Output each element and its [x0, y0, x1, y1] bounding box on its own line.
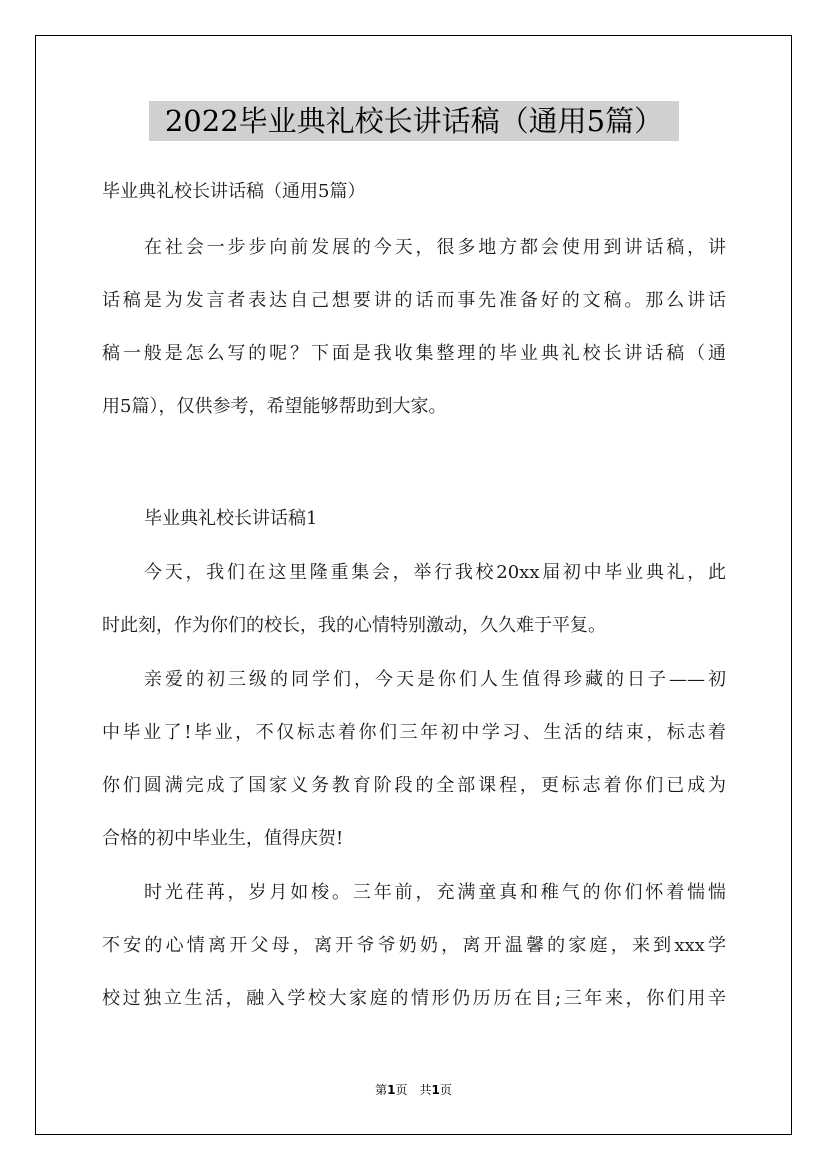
page-number-prefix: 第 — [375, 1083, 388, 1097]
page-number-current: 1 — [387, 1083, 396, 1097]
paragraph-line: 在社会一步步向前发展的今天，很多地方都会使用到讲话稿，讲 — [144, 237, 726, 258]
paragraph-line: 话稿是为发言者表达自己想要讲的话而事先准备好的文稿。那么讲话 — [102, 290, 726, 311]
page-total-suffix: 页 — [439, 1083, 452, 1097]
paragraph-line: 时此刻，作为你们的校长，我的心情特别激动，久久难于平复。 — [102, 615, 606, 636]
paragraph-line: 稿一般是怎么写的呢？下面是我收集整理的毕业典礼校长讲话稿（通 — [102, 343, 726, 364]
paragraph-line: 亲爱的初三级的同学们，今天是你们人生值得珍藏的日子——初 — [144, 669, 726, 690]
document-subtitle: 毕业典礼校长讲话稿（通用5篇） — [102, 181, 366, 202]
paragraph-line: 你们圆满完成了国家义务教育阶段的全部课程，更标志着你们已成为 — [102, 775, 726, 796]
page-total-prefix: 共 — [419, 1083, 432, 1097]
paragraph-line: 不安的心情离开父母，离开爷爷奶奶，离开温馨的家庭，来到xxx学 — [102, 935, 726, 956]
paragraph-line: 中毕业了!毕业，不仅标志着你们三年初中学习、生活的结束，标志着 — [102, 722, 726, 743]
paragraph-line: 今天，我们在这里隆重集会，举行我校20xx届初中毕业典礼，此 — [144, 562, 726, 583]
page-number-suffix: 页 — [395, 1083, 408, 1097]
page-total: 1 — [431, 1083, 440, 1097]
document-title: 2022毕业典礼校长讲话稿（通用5篇） — [149, 101, 679, 141]
paragraph-line: 时光荏苒，岁月如梭。三年前，充满童真和稚气的你们怀着惴惴 — [144, 882, 726, 903]
paragraph-line: 用5篇），仅供参考，希望能够帮助到大家。 — [102, 396, 447, 417]
paragraph-line: 合格的初中毕业生，值得庆贺! — [102, 828, 344, 849]
page-footer — [0, 1082, 827, 1098]
section-heading: 毕业典礼校长讲话稿1 — [144, 508, 318, 529]
paragraph-line: 校过独立生活，融入学校大家庭的情形仍历历在目;三年来，你们用辛 — [102, 988, 726, 1009]
